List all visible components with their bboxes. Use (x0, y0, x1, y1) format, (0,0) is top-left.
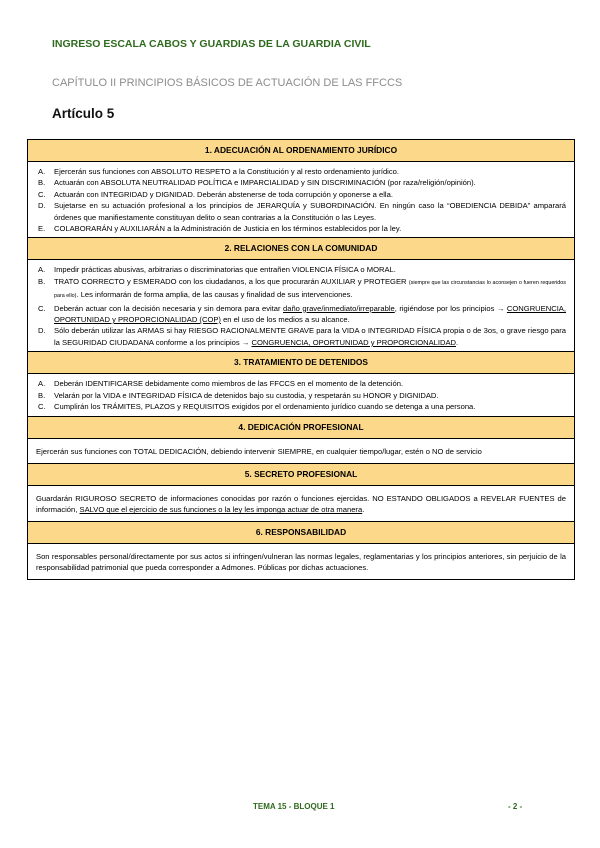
item-text: Impedir prácticas abusivas, arbitrarias o discriminatorias que entrañen VIOLENCIA FÍSICA o MORAL. (54, 265, 396, 275)
item-text-continued: , rigiéndose por los principios → (394, 303, 505, 313)
item-letter: B. (38, 390, 46, 400)
item-text: COLABORARÁN y AUXILIARÁN a la Administración de Justicia en los términos establecidos por la ley. (54, 224, 402, 234)
section-text-underlined: SALVO que el ejercicio de sus funciones o la ley les imponga actuar de otra manera (79, 505, 363, 515)
principles-table (27, 139, 575, 580)
item-text: Actuarán con INTEGRIDAD y DIGNIDAD. Deberán abstenerse de toda corrupción y oponerse a ella. (54, 189, 393, 199)
item-letter: C. (38, 189, 46, 199)
section-3-header: 3. TRATAMIENTO DE DETENIDOS (28, 352, 574, 374)
list-item (38, 378, 566, 389)
item-text-continued: . Les informarán de forma amplia, de las causas y finalidad de sus intervenciones. (76, 290, 353, 300)
item-underlined-principles: CONGRUENCIA, OPORTUNIDAD y PROPORCIONALIDAD (251, 337, 457, 347)
item-letter: C. (38, 303, 46, 313)
section-3-body (28, 374, 574, 416)
footer-topic: TEMA 15 - BLOQUE 1 (253, 802, 335, 811)
item-small-note: (siempre que las circunstancias lo aconsejen o fueren requeridos para ello) (54, 279, 566, 300)
item-text: Cumplirán los TRÁMITES, PLAZOS y REQUISITOS exigidos por el ordenamiento jurídico cuando se detenga a una persona. (54, 402, 476, 412)
article-title: Artículo 5 (52, 106, 115, 121)
section-2-body (28, 260, 574, 352)
list-item (38, 223, 566, 234)
section-text-end: . (362, 505, 365, 515)
item-text: Ejercerán sus funciones con ABSOLUTO RESPETO a la Constitución y al resto ordenamiento jurídico. (54, 167, 399, 176)
section-4-header: 4. DEDICACIÓN PROFESIONAL (28, 417, 574, 439)
list-item (38, 177, 566, 188)
list-item (38, 200, 566, 223)
item-underlined-text: daño grave/inmediato/irreparable (283, 303, 395, 313)
item-text: Sujetarse en su actuación profesional a los principios de JERARQUÍA y SUBORDINACIÓN. En ningún caso la “OBEDIENCIA DEBIDA” amparará órdenes que manifiestamente constituyan delito o sean contrarias a la Constitución o las Leyes. (54, 201, 566, 222)
item-text: Deberán actuar con la decisión necesaria y sin demora para evitar (54, 303, 281, 313)
item-text: Deberán IDENTIFICARSE debidamente como miembros de las FFCCS en el momento de la detención. (54, 379, 404, 389)
item-text-end: . (456, 337, 459, 347)
section-6-header: 6. RESPONSABILIDAD (28, 522, 574, 544)
page-number: - 2 - (508, 802, 523, 811)
list-item (38, 401, 566, 412)
item-letter: C. (38, 402, 46, 412)
item-text-end: en el uso de los medios a su alcance. (220, 315, 350, 325)
section-text-main: Guardarán RIGUROSO SECRETO de informaciones conocidas por razón o funciones ejercidas. NO ESTANDO OBLIGADOS a REVELAR FUENTES de información, (36, 493, 566, 515)
item-letter: E. (38, 224, 46, 234)
item-text: Actuarán con ABSOLUTA NEUTRALIDAD POLÍTICA e IMPARCIALIDAD y SIN DISCRIMINACIÓN (por raza/religión/opinión). (54, 178, 476, 188)
list-item (38, 189, 566, 200)
section-text: Ejercerán sus funciones con TOTAL DEDICACIÓN, debiendo intervenir SIEMPRE, en cualquier tiempo/lugar, estén o NO de servicio (36, 446, 482, 456)
section-5-body (28, 486, 574, 522)
section-text: Son responsables personal/directamente por sus actos si infringen/vulneran las normas legales, reglamentarias y los principios anteriores, sin perjuicio de la responsabilidad patrimonial que pueda corresponder a Admones. Públicas por dichas actuaciones. (36, 551, 566, 573)
item-letter: B. (38, 178, 46, 188)
item-text: TRATO CORRECTO y ESMERADO con los ciudadanos, a los que procurarán AUXILIAR y PROTEGER (54, 276, 407, 286)
list-item (38, 390, 566, 401)
item-letter: D. (38, 326, 46, 336)
list-item (38, 303, 566, 326)
item-letter: D. (38, 201, 46, 211)
item-underlined-principles: CONGRUENCIA, OPORTUNIDAD y PROPORCIONALIDAD (COP) (54, 303, 566, 325)
section-2-header: 2. RELACIONES CON LA COMUNIDAD (28, 238, 574, 260)
section-5-header: 5. SECRETO PROFESIONAL (28, 464, 574, 486)
course-title: INGRESO ESCALA CABOS Y GUARDIAS DE LA GUARDIA CIVIL (52, 38, 371, 50)
item-letter: A. (38, 265, 46, 275)
chapter-title: CAPÍTULO II PRINCIPIOS BÁSICOS DE ACTUACIÓN DE LAS FFCCS (52, 77, 403, 89)
list-item (38, 325, 566, 348)
section-6-body (28, 544, 574, 580)
list-item (38, 264, 566, 275)
section-1-body (28, 162, 574, 238)
item-letter: A. (38, 379, 46, 389)
item-letter: A. (38, 167, 46, 176)
section-4-body (28, 439, 574, 464)
section-1-header: 1. ADECUACIÓN AL ORDENAMIENTO JURÍDICO (28, 140, 574, 162)
item-text: Sólo deberán utilizar las ARMAS si hay RIESGO RACIONALMENTE GRAVE para la VIDA o INTEGRIDAD FÍSICA propia o de 3os, o grave riesgo para la SEGURIDAD CIUDADANA conforme a los principios → (54, 326, 566, 347)
list-item (38, 276, 566, 303)
item-text: Velarán por la VIDA e INTEGRIDAD FÍSICA de detenidos bajo su custodia, y respetarán su HONOR y DIGNIDAD. (54, 390, 439, 400)
list-item (38, 166, 566, 177)
section-text (36, 493, 566, 516)
item-letter: B. (38, 276, 46, 286)
